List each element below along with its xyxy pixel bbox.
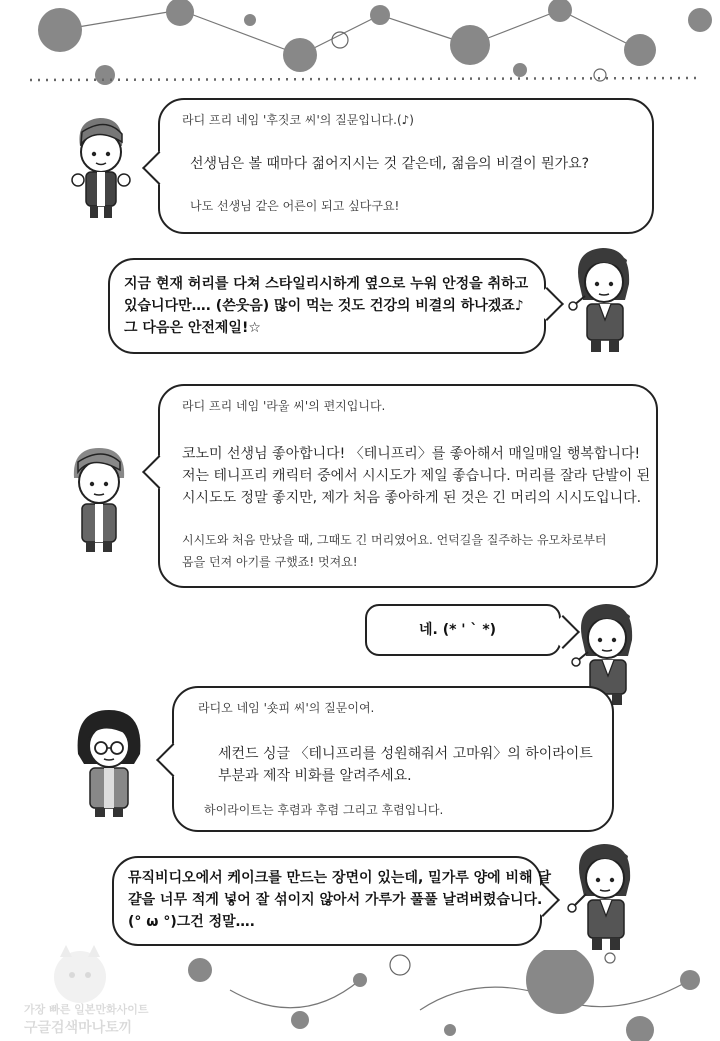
watermark-line-2: 구글검색마나토끼 xyxy=(24,1020,133,1036)
question-3-comment: 하이라이트는 후렴과 후렴 그리고 후렴입니다. xyxy=(204,803,444,817)
watermark-logo-icon xyxy=(10,945,150,1005)
letter-2-line-4: 시시도와 처음 만났을 때, 그때도 긴 머리였어요. 언덕길을 질주하는 유모차로부터 xyxy=(182,533,607,547)
letter-2-intro: 라디 프리 네임 '라울 씨'의 편지입니다. xyxy=(182,399,386,413)
letter-2-line-1: 코노미 선생님 좋아합니다! 〈테니프리〉를 좋아해서 매일매일 행복합니다! xyxy=(182,446,641,462)
letter-2-line-2: 저는 테니프리 캐릭터 중에서 시시도가 제일 좋습니다. 머리를 잘라 단발이 된 xyxy=(182,468,651,484)
fan-character-2 xyxy=(62,438,136,556)
letter-bubble-2 xyxy=(158,384,658,588)
answer-bubble-1 xyxy=(108,258,546,354)
question-1-text: 선생님은 볼 때마다 젊어지시는 것 같은데, 젊음의 비결이 뭔가요? xyxy=(190,156,590,172)
answer-3-line-3: (° ω °)그건 정말…. xyxy=(128,914,256,930)
watermark-line-1: 가장 빠른 일본만화사이트 xyxy=(24,1003,149,1016)
question-bubble-3 xyxy=(172,686,614,832)
question-1-comment: 나도 선생님 같은 어른이 되고 싶다구요! xyxy=(190,199,400,213)
question-3-intro: 라디오 네임 '숏피 씨'의 질문이여. xyxy=(198,701,375,715)
answer-1-line-3: 그 다음은 안전제일!☆ xyxy=(124,320,261,336)
answer-3-line-2: 걀을 너무 적게 넣어 잘 섞이지 않아서 가루가 풀풀 날려버렸습니다. xyxy=(128,892,543,908)
answer-1-line-1: 지금 현재 허리를 다쳐 스타일리시하게 옆으로 누워 안정을 취하고 xyxy=(124,276,529,292)
answer-3-line-1: 뮤직비디오에서 케이크를 만드는 장면이 있는데, 밀가루 양에 비해 달 xyxy=(128,870,551,886)
teacher-character-3 xyxy=(566,836,648,954)
answer-2-text: 네. (* ' ` *) xyxy=(419,622,497,638)
site-watermark xyxy=(10,945,150,1040)
fan-character-1 xyxy=(66,112,136,224)
question-bubble-1 xyxy=(158,98,654,234)
answer-bubble-2 xyxy=(365,604,561,656)
teacher-character-1 xyxy=(565,240,645,356)
fan-character-3 xyxy=(68,702,150,820)
question-3-line-1: 세컨드 싱글 〈테니프리를 성원해줘서 고마워〉의 하이라이트 xyxy=(218,746,593,762)
letter-2-line-3: 시시도도 정말 좋지만, 제가 처음 좋아하게 된 것은 긴 머리의 시시도입니다. xyxy=(182,490,642,506)
answer-bubble-3 xyxy=(112,856,551,946)
letter-2-line-5: 몸을 던져 아기를 구했죠! 멋져요! xyxy=(182,555,358,569)
question-1-intro: 라디 프리 네임 '후짓코 씨'의 질문입니다.(♪) xyxy=(182,113,414,127)
question-3-line-2: 부분과 제작 비화를 알려주세요. xyxy=(218,768,412,784)
decorative-dots-top xyxy=(0,0,720,90)
answer-1-line-2: 있습니다만…. (쓴웃음) 많이 먹는 것도 건강의 비결의 하나겠죠♪ xyxy=(124,298,524,314)
